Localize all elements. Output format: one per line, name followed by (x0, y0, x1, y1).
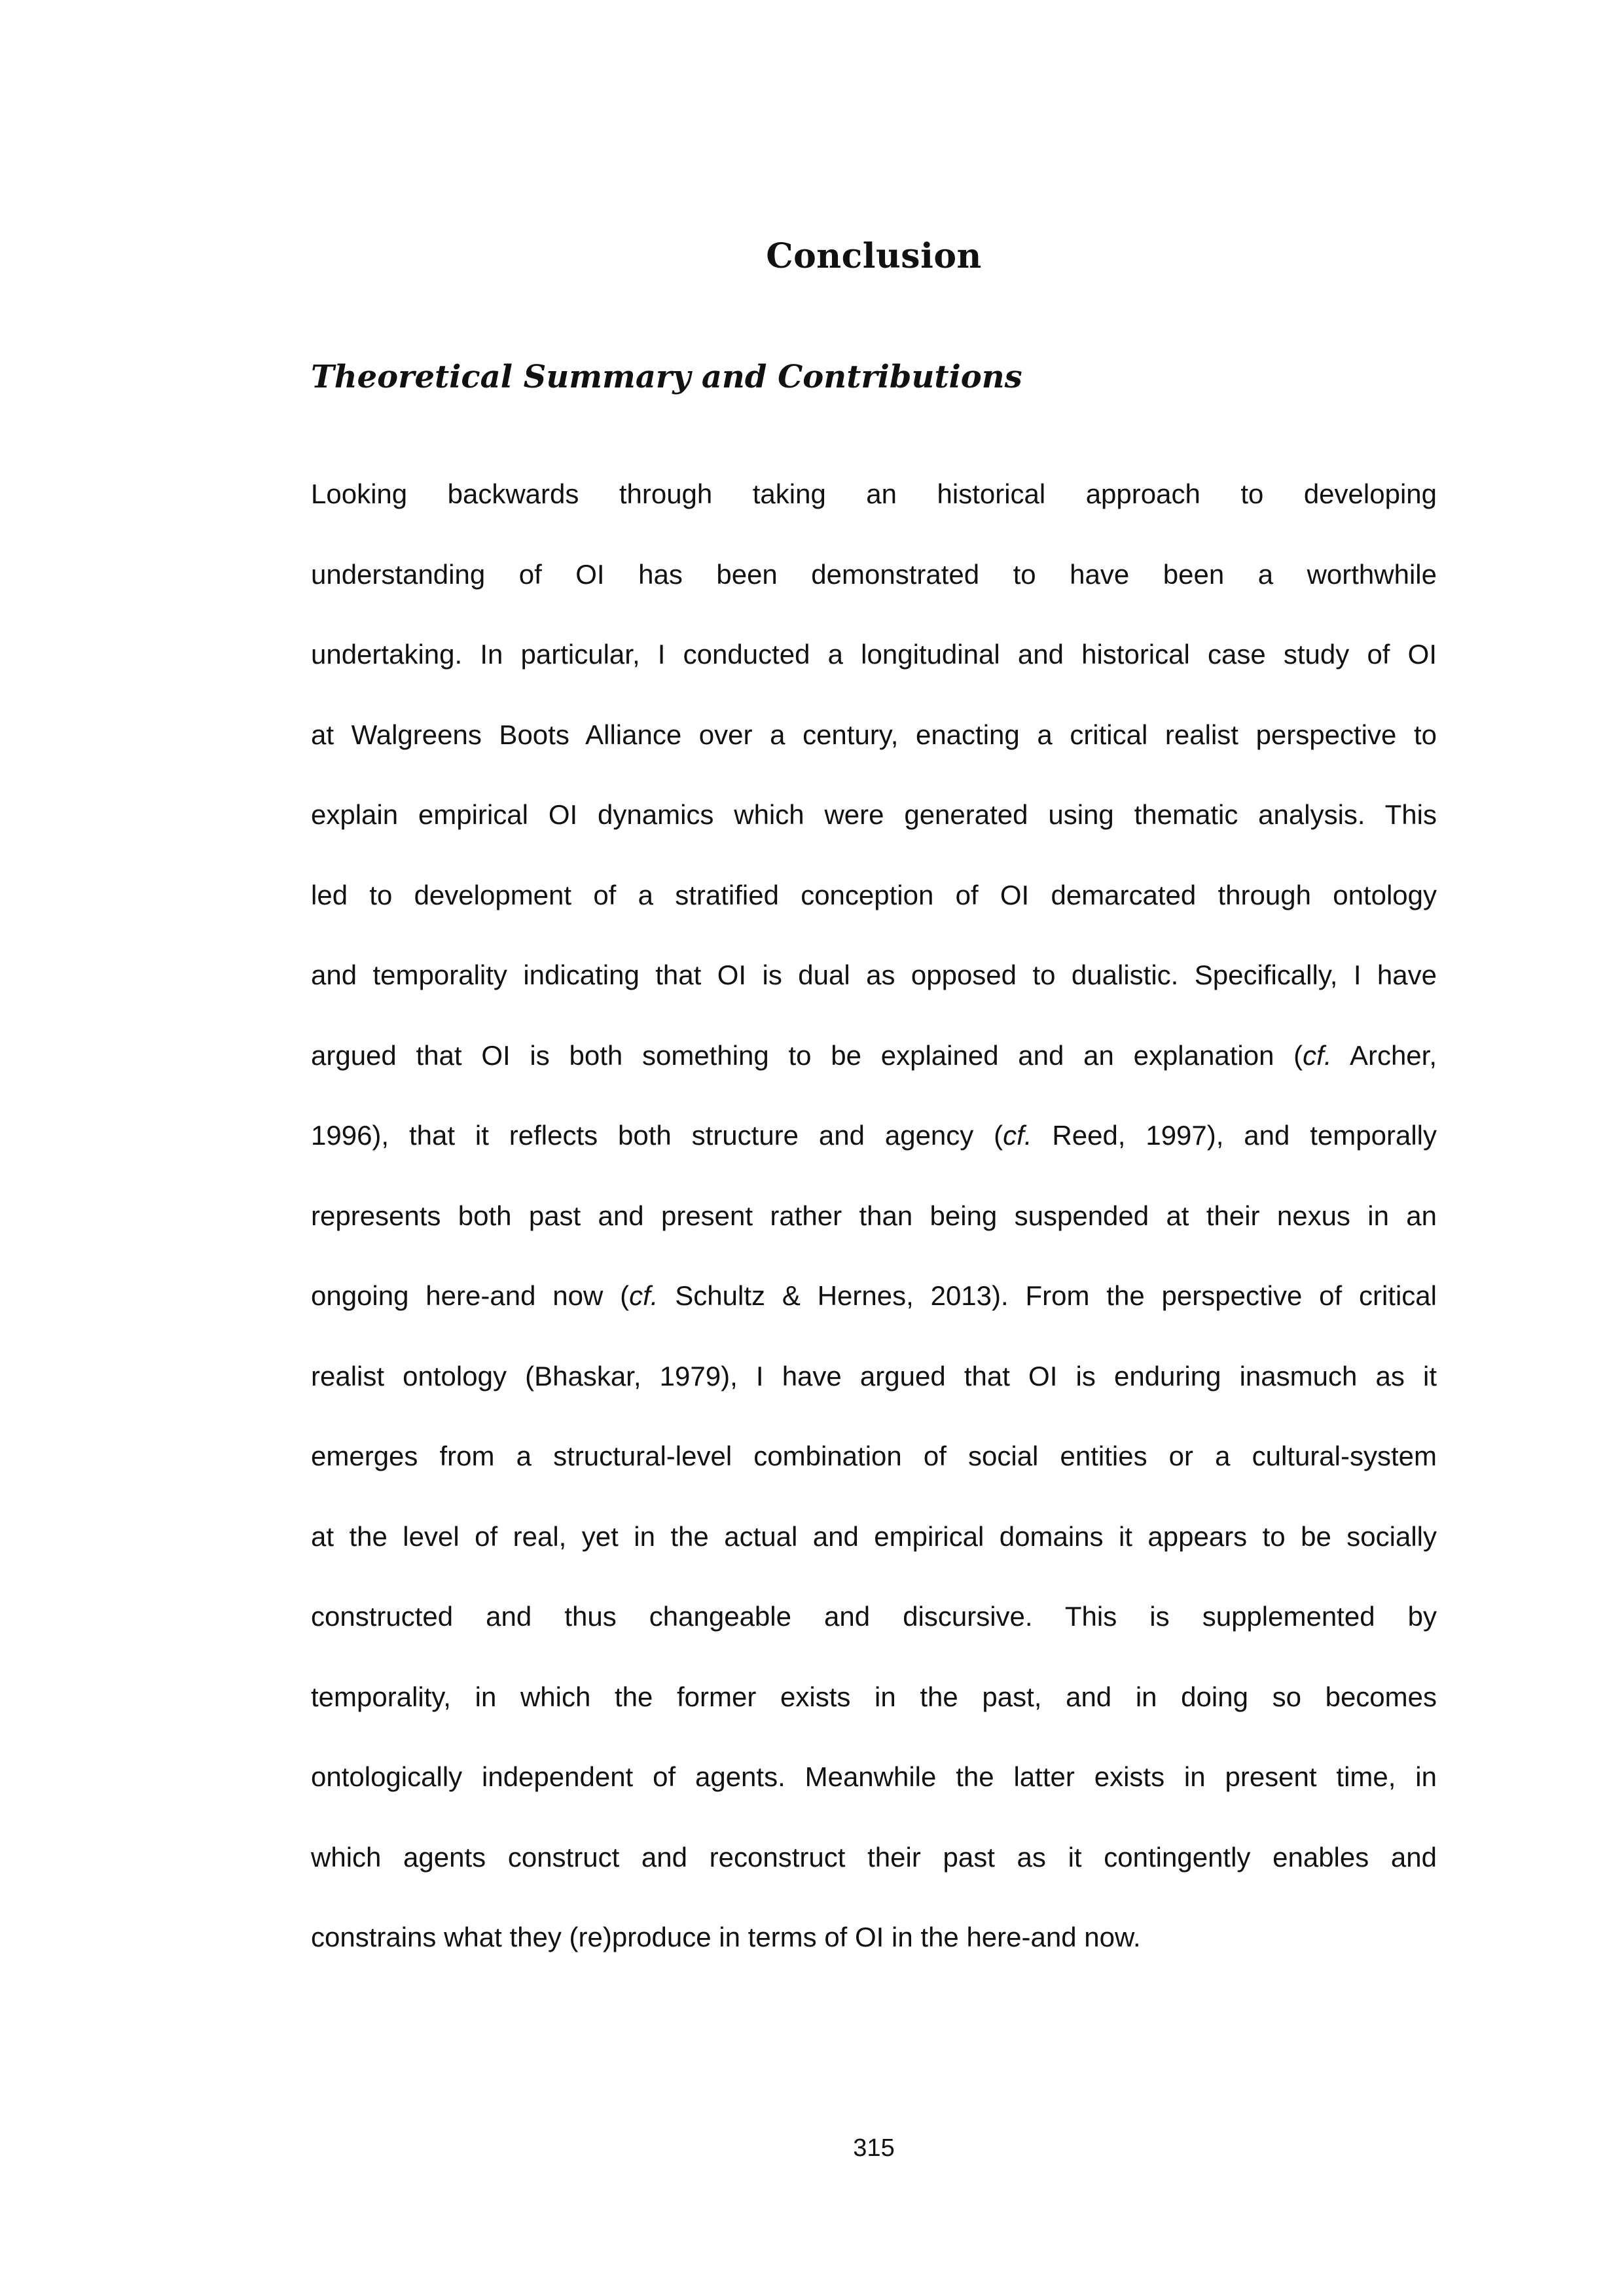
paragraph-line: explain empirical OI dynamics which were generated using thematic analysis. This (311, 799, 1437, 830)
page-number: 315 (853, 2134, 895, 2162)
cf-abbreviation: cf. (1303, 1039, 1332, 1071)
paragraph-line: and temporality indicating that OI is dual as opposed to dualistic. Specifically, I have (311, 960, 1437, 990)
cf-abbreviation: cf. (629, 1280, 659, 1311)
paragraph-line: Looking backwards through taking an historical approach to developing (311, 478, 1437, 509)
paragraph-line: at the level of real, yet in the actual and empirical domains it appears to be socially (311, 1520, 1437, 1552)
paragraph-line: constrains what they (re)produce in terms of OI in the here-and now. (311, 1922, 1141, 1952)
section-title: Theoretical Summary and Contributions (311, 359, 1022, 395)
paragraph-line: temporality, in which the former exists in the past, and in doing so becomes (311, 1681, 1437, 1712)
paragraph-line: understanding of OI has been demonstrated to have been a worthwhile (311, 558, 1437, 590)
paragraph-line: represents both past and present rather than being suspended at their nexus in an (311, 1200, 1437, 1231)
paragraph-line: which agents construct and reconstruct their past as it contingently enables and (311, 1841, 1437, 1873)
chapter-title: Conclusion (766, 236, 982, 276)
paragraph-line: realist ontology (Bhaskar, 1979), I have argued that OI is enduring inasmuch as it (311, 1360, 1437, 1391)
paragraph-line: 1996), that it reflects both structure and agency (cf. Reed, 1997), and temporally (311, 1120, 1437, 1151)
paragraph-line: argued that OI is both something to be explained and an explanation (cf. Archer, (311, 1039, 1437, 1071)
cf-abbreviation: cf. (1003, 1120, 1032, 1151)
body-paragraph (311, 468, 1437, 1992)
paragraph-line: at Walgreens Boots Alliance over a century, enacting a critical realist perspective to (311, 719, 1437, 750)
paragraph-line: ontologically independent of agents. Meanwhile the latter exists in present time, in (311, 1761, 1437, 1792)
paragraph-line: undertaking. In particular, I conducted a longitudinal and historical case study of OI (311, 639, 1437, 670)
paragraph-line: led to development of a stratified conception of OI demarcated through ontology (311, 879, 1437, 910)
paragraph-line: ongoing here-and now (cf. Schultz & Hernes, 2013). From the perspective of critical (311, 1280, 1437, 1311)
paragraph-line: emerges from a structural-level combination of social entities or a cultural-system (311, 1441, 1437, 1471)
paragraph-line: constructed and thus changeable and discursive. This is supplemented by (311, 1601, 1437, 1632)
